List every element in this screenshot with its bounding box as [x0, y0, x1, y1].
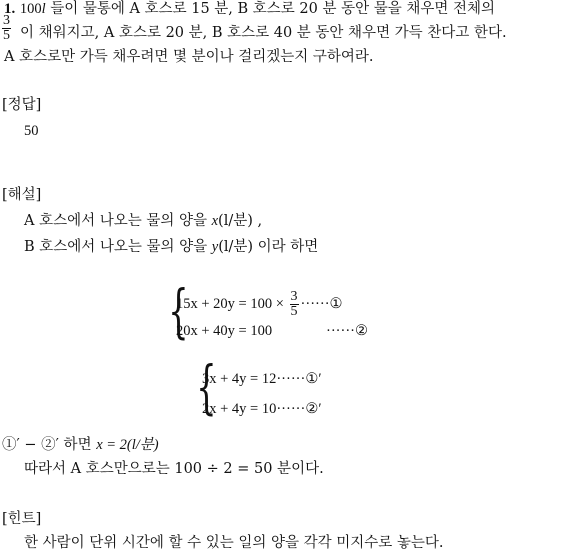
- fraction-denominator: 5: [3, 28, 10, 43]
- equation-1-frac-num: 3: [290, 289, 298, 304]
- solution-heading: [해설]: [2, 187, 42, 203]
- result-math: x = 2(l/분): [96, 437, 159, 453]
- solution-line-2-text: B 호스에서 나오는 물의 양을: [24, 239, 212, 255]
- hint-text: 한 사람이 단위 시간에 할 수 있는 일의 양을 각각 미지수로 놓는다.: [24, 535, 444, 551]
- equation-1-text: 15x + 20y = 100 ×: [176, 295, 284, 312]
- equation-2: [176, 322, 272, 340]
- equation-2-text: 20x + 40y = 100: [176, 323, 273, 339]
- fraction-numerator: 3: [3, 13, 10, 28]
- problem-text-2: 이 채워지고, A 호스로 20 분, B 호스로 40 분 동안 채우면 가득 찬다고 한다.: [20, 25, 507, 41]
- problem-text-1: 들이 물통에 A 호스로 15 분, B 호스로 20 분 동안 물을 채우면 전체의: [45, 1, 495, 17]
- solution-result: [2, 436, 159, 454]
- equation-1: [176, 290, 343, 319]
- solution-line-1: [24, 212, 262, 230]
- variable-y: y: [211, 239, 219, 255]
- solution-line-2: [24, 238, 318, 256]
- solution-line-2-unit: (l/분) 이라 하면: [218, 239, 319, 255]
- equation-1-tag: ······①: [300, 295, 343, 312]
- problem-number: 1.: [4, 1, 16, 17]
- problem-fraction: [2, 14, 11, 43]
- hint-heading: [힌트]: [2, 511, 42, 527]
- solution-conclusion: 따라서 A 호스만으로는 100 ÷ 2 = 50 분이다.: [24, 461, 324, 477]
- answer-value: 50: [24, 123, 39, 139]
- brace-system-1: {: [168, 277, 189, 345]
- result-text: ①′ − ②′ 하면: [2, 437, 97, 453]
- equation-1-frac-den: 5: [290, 304, 298, 319]
- answer-heading: [정답]: [2, 97, 42, 113]
- equation-3: 3x + 4y = 12······①′: [202, 371, 322, 387]
- problem-text-3: A 호스로만 가득 채우려면 몇 분이나 걸리겠는지 구하여라.: [4, 49, 374, 65]
- solution-line-1-text: A 호스에서 나오는 물의 양을: [24, 213, 212, 229]
- problem-volume: 100: [19, 1, 42, 17]
- problem-unit: l: [41, 1, 46, 17]
- equation-2-tag: ······②: [326, 323, 368, 339]
- brace-system-2: {: [196, 353, 217, 421]
- variable-x: x: [211, 213, 219, 229]
- equation-4: 2x + 4y = 10······②′: [202, 401, 322, 417]
- solution-line-1-unit: (l/분) ,: [218, 213, 263, 229]
- problem-line-1: [4, 0, 495, 18]
